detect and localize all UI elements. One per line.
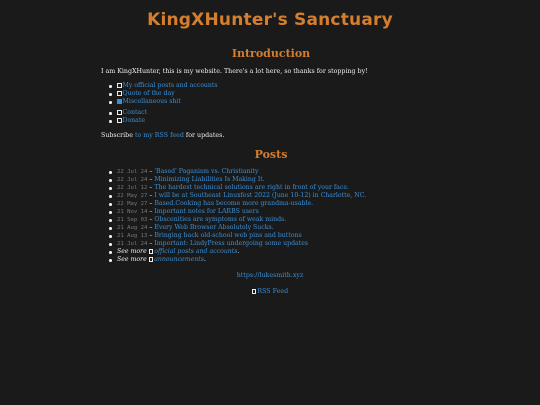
post-dash: – bbox=[147, 216, 155, 223]
intro-link-item[interactable] bbox=[101, 90, 218, 98]
contact-links-list bbox=[101, 109, 147, 125]
donate-link[interactable]: Donate bbox=[122, 117, 146, 124]
site-url-link[interactable] bbox=[0, 272, 540, 279]
post-item bbox=[101, 224, 366, 232]
post-link[interactable]: Important notes for LARBS users bbox=[154, 208, 259, 215]
see-more-prefix: See more bbox=[117, 248, 149, 255]
contact-link[interactable]: Contact bbox=[122, 109, 148, 116]
post-link[interactable]: Every Web Browser Absolutely Sucks. bbox=[154, 224, 274, 231]
post-item bbox=[101, 184, 366, 192]
post-link[interactable]: Important: LindyPress undergoing some updates bbox=[154, 240, 309, 247]
post-dash: – bbox=[147, 168, 155, 175]
rss-feed-link[interactable]: to my RSS feed bbox=[134, 132, 184, 139]
post-date: 22 Jul 12 bbox=[117, 185, 148, 191]
broken-image-icon bbox=[252, 289, 257, 294]
intro-link-item[interactable] bbox=[101, 98, 218, 106]
post-date: 22 May 27 bbox=[117, 201, 148, 207]
post-link[interactable]: 'Based' Paganism vs. Christianity bbox=[154, 168, 259, 175]
post-link[interactable]: Minimizing Liabilities Is Making It. bbox=[154, 176, 265, 183]
post-dash: – bbox=[147, 240, 155, 247]
official-posts-link[interactable]: My official posts and accounts bbox=[122, 82, 218, 89]
see-more-link[interactable]: official posts and accounts bbox=[154, 248, 238, 255]
post-item bbox=[101, 232, 366, 240]
post-date: 22 Jul 24 bbox=[117, 169, 148, 175]
document-icon bbox=[117, 118, 122, 123]
post-date: 22 May 27 bbox=[117, 193, 148, 199]
contact-link-item[interactable] bbox=[101, 117, 147, 125]
posts-heading: Posts bbox=[254, 148, 288, 161]
misc-link[interactable]: Miscellaneous shit bbox=[122, 98, 181, 105]
document-icon bbox=[149, 257, 154, 262]
post-link[interactable]: Obscenities are symptoms of weak minds. bbox=[154, 216, 287, 223]
post-dash: – bbox=[147, 184, 155, 191]
post-item bbox=[101, 200, 366, 208]
rss-feed-alt-text[interactable]: RSS Feed bbox=[257, 288, 289, 295]
post-item bbox=[101, 240, 366, 248]
post-date: 21 Sep 03 bbox=[117, 217, 148, 223]
post-dash: – bbox=[147, 224, 155, 231]
post-date: 21 Aug 24 bbox=[117, 225, 148, 231]
rss-feed-image[interactable] bbox=[0, 288, 540, 295]
post-link[interactable]: The hardest technical solutions are right in front of your face. bbox=[154, 184, 349, 191]
post-item bbox=[101, 192, 366, 200]
post-dash: – bbox=[147, 208, 155, 215]
post-item bbox=[101, 208, 366, 216]
document-icon bbox=[117, 83, 122, 88]
subscribe-prefix: Subscribe bbox=[101, 132, 135, 139]
site-url-text[interactable]: https://lukesmith.xyz bbox=[236, 272, 304, 279]
post-dash: – bbox=[147, 176, 155, 183]
post-dash: – bbox=[147, 200, 155, 207]
post-date: 21 Jul 24 bbox=[117, 241, 148, 247]
intro-link-item[interactable] bbox=[101, 82, 218, 90]
post-date: 22 Jul 24 bbox=[117, 177, 148, 183]
post-item bbox=[101, 176, 366, 184]
post-dash: – bbox=[147, 232, 155, 239]
intro-heading: Introduction bbox=[231, 47, 311, 60]
posts-list bbox=[101, 168, 366, 264]
see-more-suffix: . bbox=[237, 248, 240, 255]
subscribe-line bbox=[101, 132, 224, 140]
see-more-suffix: . bbox=[203, 256, 206, 263]
document-icon bbox=[149, 249, 154, 254]
intro-text: I am KingXHunter, this is my website. There's a lot here, so thanks for stopping by! bbox=[101, 68, 368, 75]
site-title: KingXHunter's Sanctuary bbox=[147, 10, 393, 30]
post-item bbox=[101, 168, 366, 176]
post-date: 21 Nov 14 bbox=[117, 209, 148, 215]
post-link[interactable]: I will be at Southeast Linuxfest 2022 (June 10-12) in Charlotte, NC. bbox=[154, 192, 367, 199]
quote-of-day-link[interactable]: Quote of the day bbox=[122, 90, 175, 97]
post-item bbox=[101, 216, 366, 224]
see-more-prefix: See more bbox=[117, 256, 149, 263]
post-date: 21 Aug 13 bbox=[117, 233, 148, 239]
post-dash: – bbox=[147, 192, 155, 199]
see-more-item bbox=[101, 256, 366, 264]
folder-icon bbox=[117, 99, 122, 104]
see-more-item bbox=[101, 248, 366, 256]
post-link[interactable]: Based.Cooking has become more grandma-usable. bbox=[154, 200, 314, 207]
contact-link-item[interactable] bbox=[101, 109, 147, 117]
document-icon bbox=[117, 91, 122, 96]
post-link[interactable]: Bringing back old-school web pins and buttons bbox=[154, 232, 302, 239]
subscribe-suffix: for updates. bbox=[183, 132, 225, 139]
intro-links-list bbox=[101, 82, 218, 106]
see-more-link[interactable]: announcements bbox=[154, 256, 204, 263]
document-icon bbox=[117, 110, 122, 115]
